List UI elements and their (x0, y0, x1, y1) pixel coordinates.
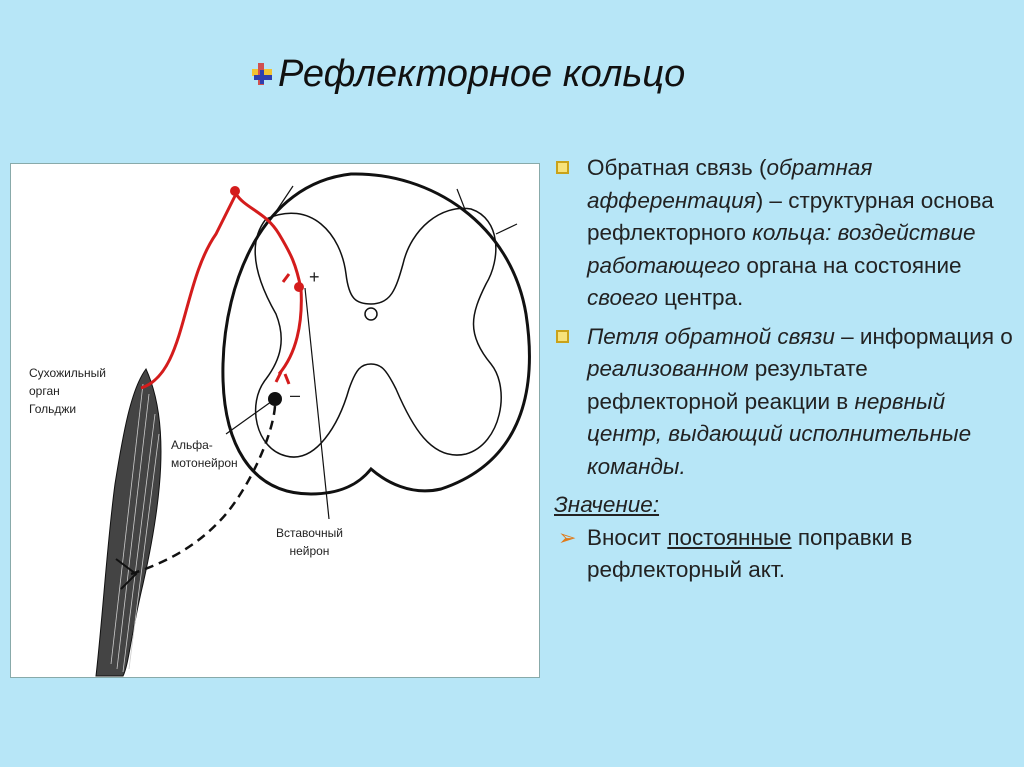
arrow-bullet-icon: ➢ (558, 524, 577, 550)
minus-sign: – (290, 385, 301, 405)
reflex-ring-diagram (10, 163, 540, 678)
slide-text (554, 152, 1014, 593)
interneuron-label: Вставочный нейрон (276, 526, 343, 558)
plus-sign: + (309, 267, 320, 287)
grey-matter (255, 208, 501, 457)
square-bullet-icon (556, 161, 569, 174)
meaning-heading: Значение: (554, 492, 660, 517)
title-row (250, 46, 685, 102)
square-bullet-icon (556, 330, 569, 343)
alpha-motoneuron-label: Альфа- мотонейрон (171, 438, 238, 470)
cross-bullet-icon (250, 59, 274, 89)
slide-title: Рефлекторное кольцо (278, 52, 686, 95)
central-canal (365, 308, 377, 320)
golgi-organ-label: Сухожильный орган Гольджи (29, 366, 107, 416)
bullet-item-feedback: Обратная связь (обратная афферентация) – структурная основа рефлекторного кольца: воздействие работающего органа на состояние своего центра. (554, 152, 1014, 315)
bullet-item-loop: Петля обратной связи – информация о реализованном результате рефлекторной реакции в нервный центр, выдающий исполнительные команды. (554, 321, 1014, 484)
bullet-item-meaning: ➢ Вносит постоянные поправки в рефлекторный акт. (554, 522, 1014, 587)
